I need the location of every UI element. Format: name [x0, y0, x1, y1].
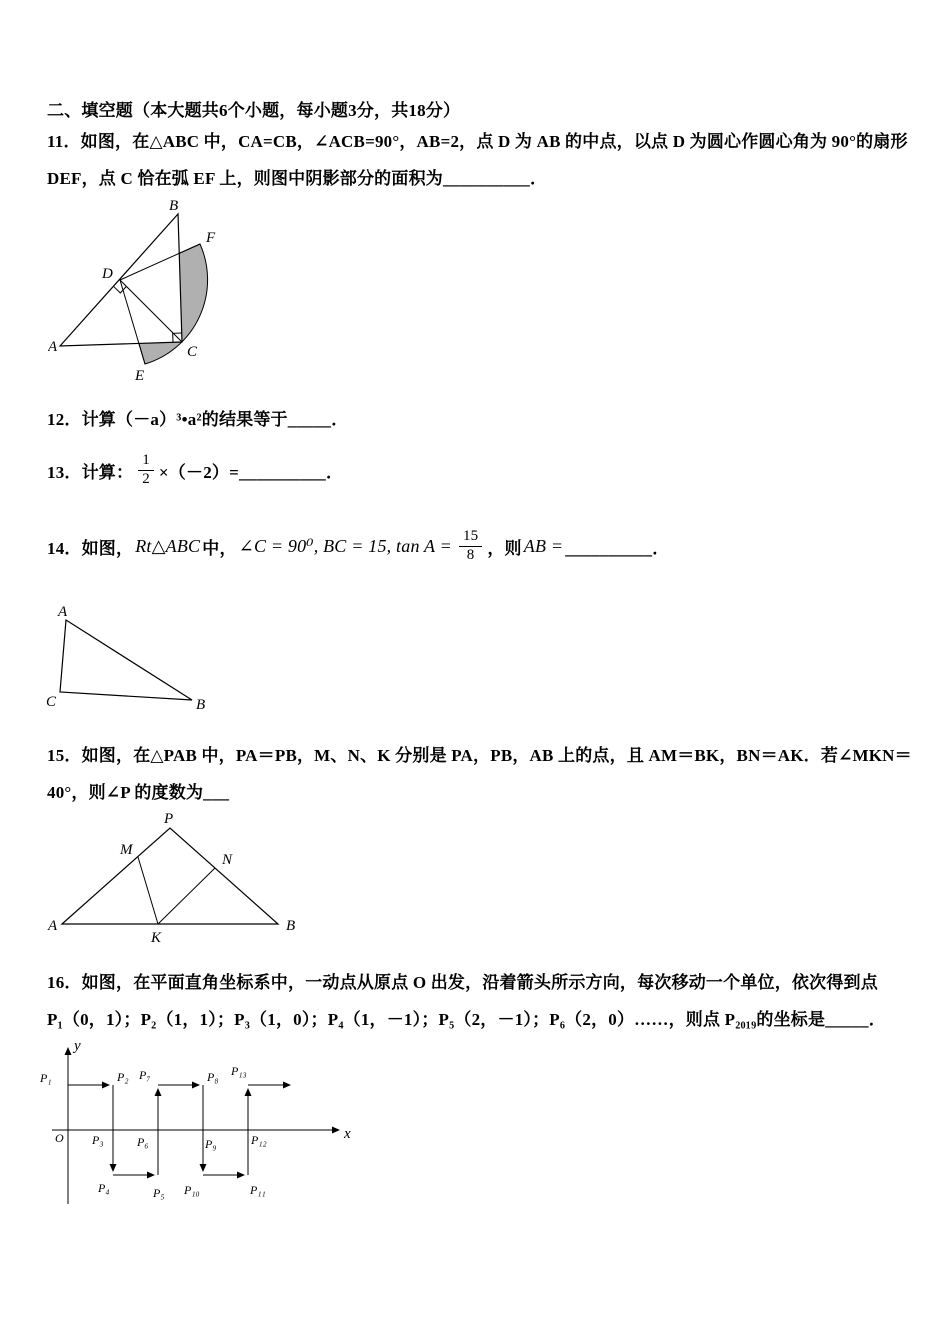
point-label-p4: P₄ — [98, 1181, 110, 1195]
point-label-p5: P₅ — [153, 1186, 165, 1200]
q15-figure — [46, 810, 316, 950]
q14-then: ，则 — [487, 538, 522, 558]
point-label-p3: P₃ — [92, 1133, 104, 1147]
y-axis-label: y — [74, 1038, 81, 1054]
point-label-p9: P₉ — [205, 1137, 217, 1151]
q16-line2: P₁（0，1）；P₂（1，1）；P₃（1，0）；P₄（1，－1）；P₅（2，－1）；P₆（2，0）……，则点 P₂₀₁₉的坐标是_____． — [47, 1010, 886, 1029]
q14-row — [47, 518, 669, 574]
axes — [52, 1048, 339, 1204]
point-label-e: E — [135, 368, 145, 384]
q14-blank: __________． — [565, 538, 670, 558]
q14-prefix: 14．如图， — [47, 538, 134, 558]
q14-triangle-name: Rt△ABC — [135, 535, 201, 556]
point-label-a: A — [48, 918, 58, 934]
point-label-n: N — [222, 852, 233, 868]
point-label-k: K — [151, 930, 162, 946]
q13-prefix: 13．计算： — [47, 462, 134, 482]
q11-line2: DEF，点 C 恰在弧 EF 上，则图中阴影部分的面积为__________． — [47, 169, 548, 188]
q13-suffix: ×（－2）=__________． — [158, 462, 344, 482]
q12-text: 12．计算（－a）³•a²的结果等于_____． — [47, 410, 349, 429]
right-triangle-abc — [60, 620, 192, 700]
fraction-denominator: 2 — [142, 470, 150, 487]
fraction-denominator: 8 — [466, 546, 475, 563]
q16-line1: 16．如图，在平面直角坐标系中，一动点从原点 O 出发，沿着箭头所示方向，每次移动一个单位，依次得到点 — [47, 973, 878, 992]
point-label-f: F — [206, 230, 216, 246]
segment-mk — [138, 857, 158, 924]
point-label-p10: P₁₀ — [184, 1183, 200, 1197]
q13-fraction — [138, 452, 154, 488]
point-label-d: D — [102, 266, 113, 282]
point-label-p: P — [164, 811, 174, 827]
triangle-pab — [62, 828, 278, 924]
q15-line2: 40°，则∠P 的度数为___ — [47, 783, 230, 802]
point-label-p2: P₂ — [117, 1070, 129, 1084]
q11-figure — [48, 196, 283, 386]
point-label-p1: P₁ — [40, 1071, 52, 1085]
point-label-a: A — [48, 339, 58, 355]
point-label-p11: P₁₁ — [250, 1183, 266, 1197]
point-label-m: M — [120, 842, 133, 858]
point-label-b: B — [169, 198, 179, 214]
x-axis-label: x — [344, 1126, 351, 1142]
point-label-p13: P₁₃ — [231, 1064, 247, 1078]
point-label-a: A — [58, 604, 68, 620]
point-label-b: B — [286, 918, 296, 934]
q15-line1: 15．如图，在△PAB 中，PA＝PB，M、N、K 分别是 PA，PB，AB 上的点，且 AM＝BK，BN＝AK．若∠MKN＝ — [47, 746, 912, 765]
q14-fraction — [459, 528, 482, 564]
point-label-p6: P₆ — [137, 1135, 149, 1149]
section-title: 二、填空题（本大题共6个小题，每小题3分，共18分） — [47, 101, 461, 120]
fraction-numerator: 1 — [138, 452, 154, 470]
q14-ab: AB = — [523, 535, 564, 556]
point-label-b: B — [196, 697, 206, 713]
q13-row — [47, 445, 343, 495]
q11-line1: 11．如图，在△ABC 中，CA=CB，∠ACB=90°，AB=2，点 D 为 AB 的中点，以点 D 为圆心作圆心角为 90°的扇形 — [47, 132, 908, 151]
segment-kn — [158, 868, 215, 924]
point-label-p12: P₁₂ — [251, 1133, 267, 1147]
q14-equation: ∠C = 90⁰, BC = 15, tan A = — [238, 535, 452, 556]
point-label-c: C — [187, 344, 198, 360]
fraction-numerator: 15 — [459, 528, 482, 546]
point-label-p7: P₇ — [139, 1068, 151, 1082]
point-label-p8: P₈ — [207, 1070, 219, 1084]
q14-figure — [44, 604, 219, 719]
point-label-c: C — [46, 694, 57, 710]
q14-mid: 中， — [202, 538, 237, 558]
origin-label: O — [55, 1131, 64, 1145]
q16-figure — [36, 1036, 371, 1218]
